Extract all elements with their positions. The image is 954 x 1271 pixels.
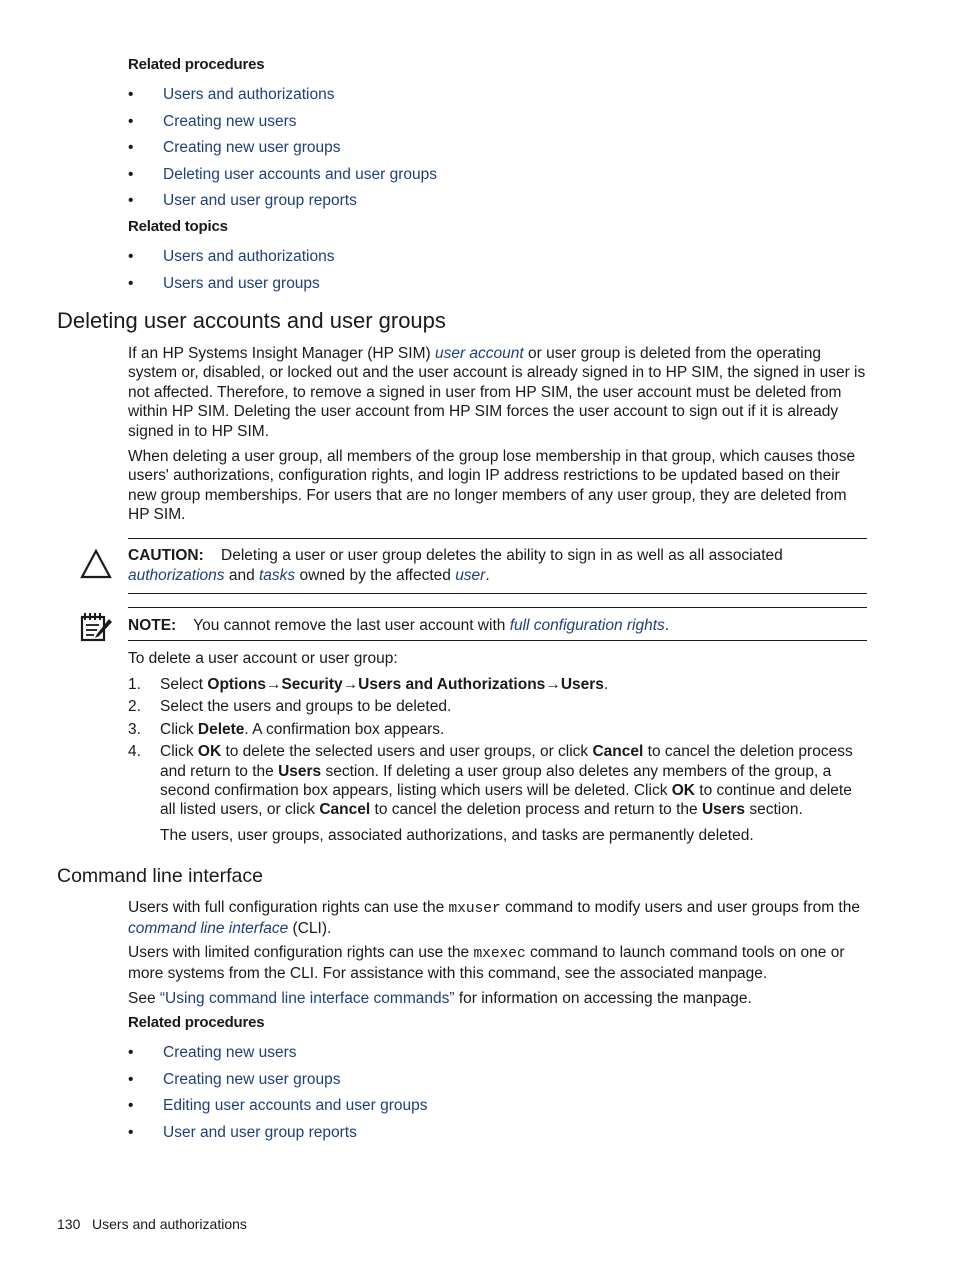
steps-list (128, 675, 868, 823)
divider (128, 593, 867, 594)
paragraph: See “Using command line interface commands” for information on accessing the manpage. (128, 990, 752, 1007)
link[interactable]: Creating new users (163, 1044, 297, 1061)
divider (128, 640, 867, 641)
paragraph: Users with full configuration rights can use the mxuser command to modify users and user groups from the command line interface (CLI). (128, 899, 860, 938)
caution-label: CAUTION: (128, 547, 204, 564)
section-title: Deleting user accounts and user groups (57, 308, 446, 333)
link[interactable]: authorizations (128, 567, 225, 584)
paragraph: If an HP Systems Insight Manager (HP SIM) user account or user group is deleted from the operating system or, disabled, or locked out and the user account is already signed in to HP SIM, the signed in user is not affected. Therefore, to remove a signed in user from HP SIM, the user account must be deleted from within HP SIM. Deleting the user account from HP SIM forces the user account to sign out if it is already signed in to HP SIM. (128, 345, 866, 440)
note-box: NOTE: You cannot remove the last user account with full configuration rights. (128, 617, 670, 634)
page-number: 130 (57, 1216, 81, 1232)
list-item: 3. Click Delete. A confirmation box appears. (128, 720, 445, 738)
link[interactable]: Creating new user groups (163, 1070, 341, 1088)
list-item[interactable] (128, 1070, 428, 1097)
paragraph: The users, user groups, associated authorizations, and tasks are permanently deleted. (160, 827, 754, 844)
related-procedures-list (128, 1043, 428, 1149)
list-item[interactable] (128, 1043, 428, 1070)
paragraph: Users with limited configuration rights can use the mxexec command to launch command tools on one or more systems from the CLI. For assistance with this command, see the associated manpage. (128, 944, 845, 983)
list-item[interactable] (128, 274, 334, 301)
link[interactable]: Users and user groups (163, 274, 320, 292)
list-item[interactable] (128, 191, 437, 218)
list-item: 4. Click OK to delete the selected users and user groups, or click Cancel to cancel the deletion process and return to the Users section. If deleting a user group also deletes any members of the group, a second confirmation box appears, listing which users will be deleted. Click OK to continue and delete all listed users, or click Cancel to cancel the deletion process and return to the Users section. (128, 743, 853, 819)
related-procedures-heading: Related procedures (128, 56, 265, 73)
related-topics-heading: Related topics (128, 218, 228, 235)
list-item[interactable] (128, 112, 437, 139)
link[interactable]: Creating new user groups (163, 139, 341, 156)
subsection-title: Command line interface (57, 865, 263, 887)
list-item: 1. Select Options→Security→Users and Authorizations→Users. (128, 676, 609, 693)
page-footer (57, 1216, 247, 1232)
list-item: 2. Select the users and groups to be deleted. (128, 698, 452, 716)
link[interactable]: “Using command line interface commands” (159, 990, 455, 1007)
link[interactable]: command line interface (128, 920, 289, 938)
caution-box: CAUTION: Deleting a user or user group deletes the ability to sign in as well as all associated authorizations and tasks owned by the affected user. (128, 547, 783, 584)
related-procedures-list (128, 85, 437, 218)
related-topics-list (128, 247, 334, 300)
list-item[interactable] (128, 1096, 428, 1123)
link[interactable]: tasks (259, 567, 296, 584)
link[interactable]: User and user group reports (163, 192, 357, 209)
paragraph: When deleting a user group, all members of the group lose membership in that group, which causes those users' authorizations, configuration rights, and login IP address restrictions to be updated based on their new group memberships. For users that are no longer members of any user group, they are deleted from HP SIM. (128, 448, 856, 524)
link[interactable]: Editing user accounts and user groups (163, 1097, 428, 1114)
link[interactable]: User and user group reports (163, 1123, 357, 1141)
link[interactable]: Users and authorizations (163, 86, 335, 103)
related-procedures-heading: Related procedures (128, 1014, 265, 1031)
link[interactable]: Creating new users (163, 112, 297, 130)
code: mxexec (473, 946, 526, 962)
chapter-title: Users and authorizations (92, 1216, 247, 1232)
list-item[interactable] (128, 247, 334, 274)
link[interactable]: full configuration rights (509, 617, 665, 634)
list-item[interactable] (128, 85, 437, 112)
divider (128, 538, 867, 539)
list-item[interactable] (128, 138, 437, 165)
divider (128, 607, 867, 608)
list-item[interactable] (128, 165, 437, 192)
caution-icon (79, 548, 113, 580)
note-icon (79, 611, 113, 643)
paragraph: To delete a user account or user group: (128, 650, 398, 667)
link[interactable]: Deleting user accounts and user groups (163, 165, 437, 183)
list-item[interactable] (128, 1123, 428, 1150)
link[interactable]: user account (434, 345, 524, 362)
note-label: NOTE: (128, 617, 177, 634)
link[interactable]: Users and authorizations (163, 248, 335, 265)
link[interactable]: user (455, 567, 486, 584)
code: mxuser (448, 901, 501, 917)
